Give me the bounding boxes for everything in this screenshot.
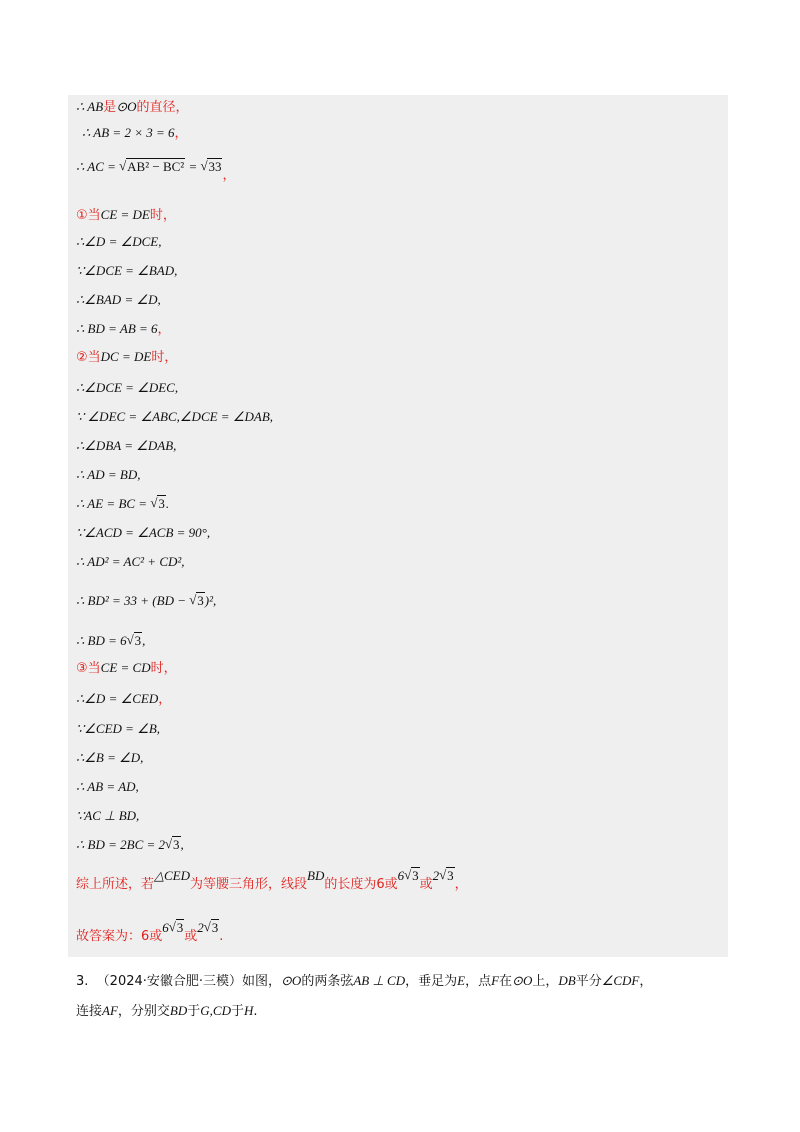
solution-line [76,380,178,396]
math-text: ⊙O [116,99,137,114]
red-text: 时， [149,208,176,223]
sqrt-expression: √ AB² − BC² [119,159,185,175]
red-text: 的直径， [136,100,189,115]
math-text: ∴ AD² = AC² + CD², [76,554,185,569]
math-text: ∴ AB = AD, [76,779,139,794]
value-6-sqrt3: 6√ 3 [398,868,420,883]
solution-line [76,159,236,183]
math-text: , [180,837,184,852]
math-text: ∴∠D = ∠CED [76,691,159,706]
math-text: , [142,633,146,648]
case-label: ①当 [76,208,101,223]
math-text: H [244,1003,254,1018]
solution-line [76,496,169,512]
red-text: 是 [103,100,117,115]
red-text: 时， [151,350,178,365]
math-text: AB ⊥ CD [353,973,406,988]
red-text: ， [158,692,172,707]
question-text: . [253,1004,258,1019]
math-text: = [185,159,201,174]
sqrt-expression: √ 33 [200,159,222,175]
solution-line [76,525,210,541]
math-text: ⊙O [281,973,302,988]
red-text: 的长度为6或 [324,877,398,892]
summary-line [76,868,468,896]
question-text: ，分别交 [117,1004,170,1019]
math-text: ∴ AB = 2 × 3 = 6 [82,125,175,140]
sqrt-expression: √ 3 [165,837,181,853]
red-text: 或 [184,929,198,944]
solution-line [76,321,171,338]
math-text: ∵∠CED = ∠B, [76,721,161,736]
value-6-sqrt3: 6√ 3 [162,920,184,935]
math-text: BD [169,1003,188,1018]
question-text: 的两条弦 [301,974,354,989]
question-text: 平分 [575,974,602,989]
math-text: ∴∠D = ∠DCE, [76,234,162,249]
question-text: ，点 [465,974,492,989]
question-text: ， [639,974,653,989]
math-text: CE = CD [100,660,151,675]
math-text: )², [204,593,217,608]
solution-line [76,234,162,250]
question-text: 于 [187,1004,201,1019]
math-text: ∴∠DBA = ∠DAB, [76,438,177,453]
math-text: DB [558,973,576,988]
math-text: DC = DE [100,349,152,364]
math-text: AF [102,1003,118,1018]
solution-line [76,409,273,425]
question-number: 3. [76,974,89,989]
case-label: ②当 [76,350,101,365]
solution-line [76,263,177,279]
solution-line [82,125,188,142]
solution-line [76,593,216,609]
solution-line [76,837,184,853]
math-text: ⊙O [512,973,533,988]
math-text: G,CD [200,1003,231,1018]
solution-line [76,554,185,570]
solution-line [76,691,171,708]
math-text: . [165,496,170,511]
red-text: ， [157,322,171,337]
red-text: 时， [150,661,177,676]
math-text: △CED [154,868,191,883]
value-2-sqrt3: 2√ 3 [197,920,219,935]
solution-line [76,207,176,224]
red-text: . [219,929,224,944]
red-text: 故答案为：6或 [76,929,163,944]
question-text: 上， [532,974,559,989]
math-text: ∴ AE = BC = [76,496,151,511]
question-text: ，垂足为 [405,974,458,989]
red-text: 综上所述，若 [76,877,155,892]
red-text: ， [174,126,188,141]
case-label: ③当 [76,661,101,676]
question-text: 在 [499,974,513,989]
math-text: ∴∠BAD = ∠D, [76,292,161,307]
solution-line [76,292,161,308]
question-line-2 [76,1002,258,1021]
math-text: CE = DE [100,207,150,222]
red-text: 或 [419,877,433,892]
math-text: ∠CDF [601,973,640,988]
math-text: ∴ AD = BD, [76,467,141,482]
red-text: 为等腰三角形，线段 [190,877,308,892]
sqrt-expression: √ 3 [150,496,166,512]
solution-line [76,808,139,824]
math-text: ∵AC ⊥ BD, [76,808,140,823]
math-text: ∴ BD² = 33 + (BD − [76,593,190,608]
math-text: ∴ AC = [76,159,120,174]
answer-line [76,920,224,948]
question-text: 连接 [76,1004,103,1019]
question-line-1 [76,972,652,991]
math-text: F [491,973,500,988]
math-text: ∴ BD = 2BC = 2 [76,837,166,852]
solution-panel [68,95,728,957]
red-text: ， [222,168,236,183]
math-text: ∴∠DCE = ∠DEC, [76,380,179,395]
solution-line [76,349,177,366]
sqrt-expression: √ 3 [127,633,143,649]
math-text: ∵ ∠DEC = ∠ABC,∠DCE = ∠DAB, [76,409,274,424]
math-text: BD [307,868,325,883]
math-text: ∵∠ACD = ∠ACB = 90°, [76,525,211,540]
solution-line [76,99,188,116]
solution-line [76,779,139,795]
math-text: ∴ BD = AB = 6 [76,321,158,336]
math-text: ∵∠DCE = ∠BAD, [76,263,178,278]
value-2-sqrt3: 2√ 3 [433,868,455,883]
solution-line [76,750,143,766]
solution-line [76,721,160,737]
solution-line [76,633,145,649]
question-text: 于 [230,1004,244,1019]
math-text: ∴ BD = 6 [76,633,127,648]
red-text: ， [454,877,468,892]
solution-line [76,438,176,454]
math-text: ∴∠B = ∠D, [76,750,144,765]
solution-line [76,660,177,677]
question-text: （2024·安徽合肥·三模）如图， [96,974,282,989]
math-text: ∴ AB [76,99,104,114]
solution-line [76,467,140,483]
math-text: E [457,973,466,988]
sqrt-expression: √ 3 [189,593,205,609]
